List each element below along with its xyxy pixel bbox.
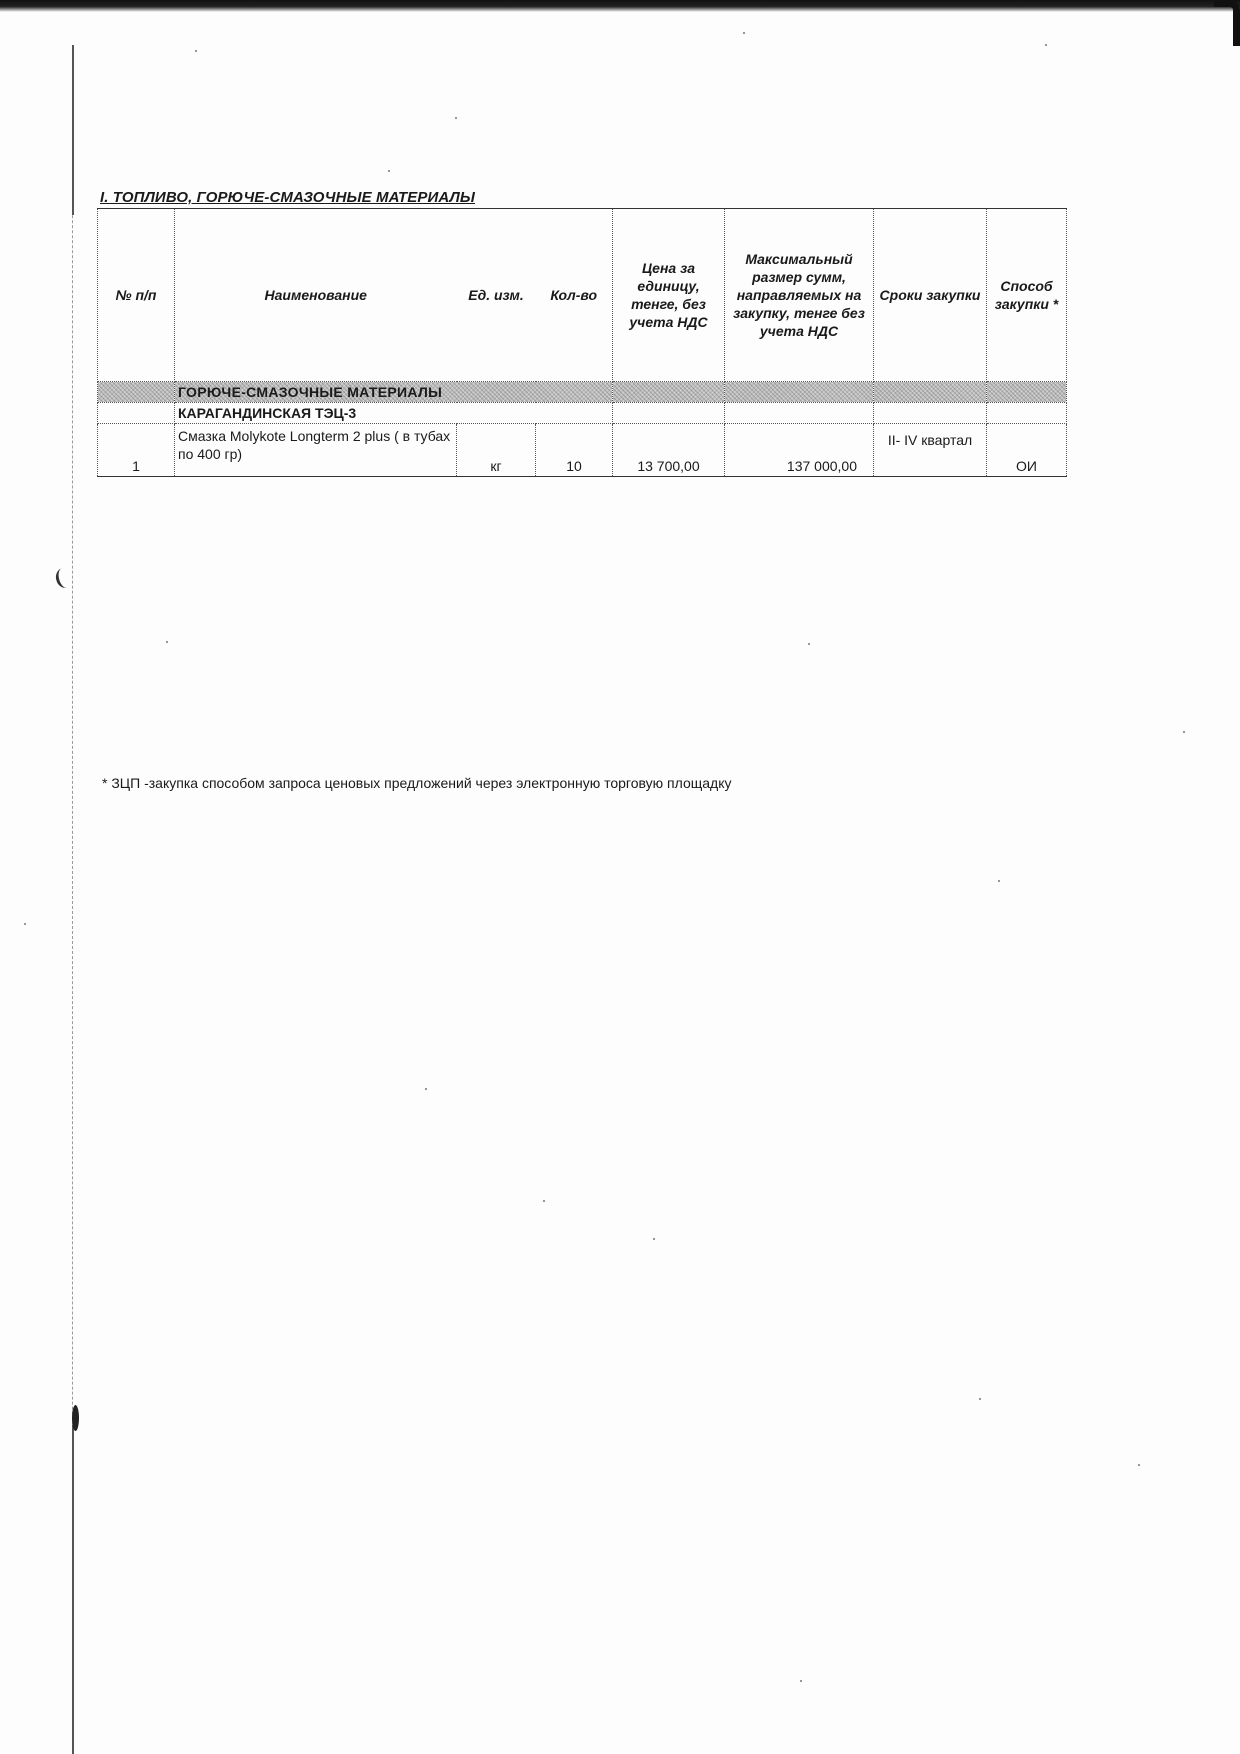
scan-speck [998, 880, 1000, 882]
row-term: II- IV квартал [874, 424, 987, 477]
table-header-row [98, 209, 1067, 382]
table-row [98, 424, 1067, 477]
row-qty: 10 [536, 424, 613, 477]
category-cell-blank [725, 382, 874, 403]
header-term: Сроки закупки [874, 209, 987, 382]
scan-speck [808, 643, 810, 645]
scan-speck [800, 1680, 802, 1682]
category-cell-blank [613, 382, 725, 403]
procurement-table [97, 208, 1067, 477]
footnote: * ЗЦП -закупка способом запроса ценовых предложений через электронную торговую площадку [102, 775, 732, 791]
category-cell-blank [987, 382, 1067, 403]
scan-speck [743, 32, 745, 34]
scan-speck [1183, 731, 1185, 733]
header-max-sum: Максимальный размер сумм, направляемых на закупку, тенге без учета НДС [725, 209, 874, 382]
header-unit: Ед. изм. [457, 209, 536, 382]
category-row [98, 382, 1067, 403]
category-label: ГОРЮЧЕ-СМАЗОЧНЫЕ МАТЕРИАЛЫ [175, 382, 613, 403]
scan-speck [979, 1398, 981, 1400]
scan-speck [653, 1238, 655, 1240]
row-method: ОИ [987, 424, 1067, 477]
scan-margin-segment [72, 45, 74, 215]
header-name: Наименование [175, 209, 457, 382]
subcategory-cell-blank [987, 403, 1067, 424]
scan-margin-segment [72, 1425, 74, 1754]
row-name: Смазка Molykote Longterm 2 plus ( в тубах по 400 гр) [175, 424, 457, 477]
header-method: Способ закупки * [987, 209, 1067, 382]
subcategory-row [98, 403, 1067, 424]
row-unit: кг [457, 424, 536, 477]
scan-speck [1045, 44, 1047, 46]
row-max-sum: 137 000,00 [725, 424, 874, 477]
scan-speck [1138, 1464, 1140, 1466]
header-price: Цена за единицу, тенге, без учета НДС [613, 209, 725, 382]
scan-speck [24, 923, 26, 925]
row-price: 13 700,00 [613, 424, 725, 477]
punch-hole-mark [72, 1405, 79, 1431]
subcategory-cell-blank [613, 403, 725, 424]
subcategory-cell-blank [874, 403, 987, 424]
scan-corner-mark [1214, 0, 1240, 46]
scan-top-edge [0, 0, 1240, 12]
subcategory-cell-blank [98, 403, 175, 424]
scan-speck [425, 1088, 427, 1090]
scan-speck [455, 117, 457, 119]
header-num: № п/п [98, 209, 175, 382]
scan-speck [543, 1200, 545, 1202]
scan-speck [388, 170, 390, 172]
subcategory-label: КАРАГАНДИНСКАЯ ТЭЦ-3 [175, 403, 613, 424]
category-cell-blank [874, 382, 987, 403]
scan-speck [166, 641, 168, 643]
category-cell-blank [98, 382, 175, 403]
subcategory-cell-blank [725, 403, 874, 424]
section-title: I. ТОПЛИВО, ГОРЮЧЕ-СМАЗОЧНЫЕ МАТЕРИАЛЫ [100, 189, 476, 206]
header-qty: Кол-во [536, 209, 613, 382]
row-num: 1 [98, 424, 175, 477]
scan-speck [195, 50, 197, 52]
